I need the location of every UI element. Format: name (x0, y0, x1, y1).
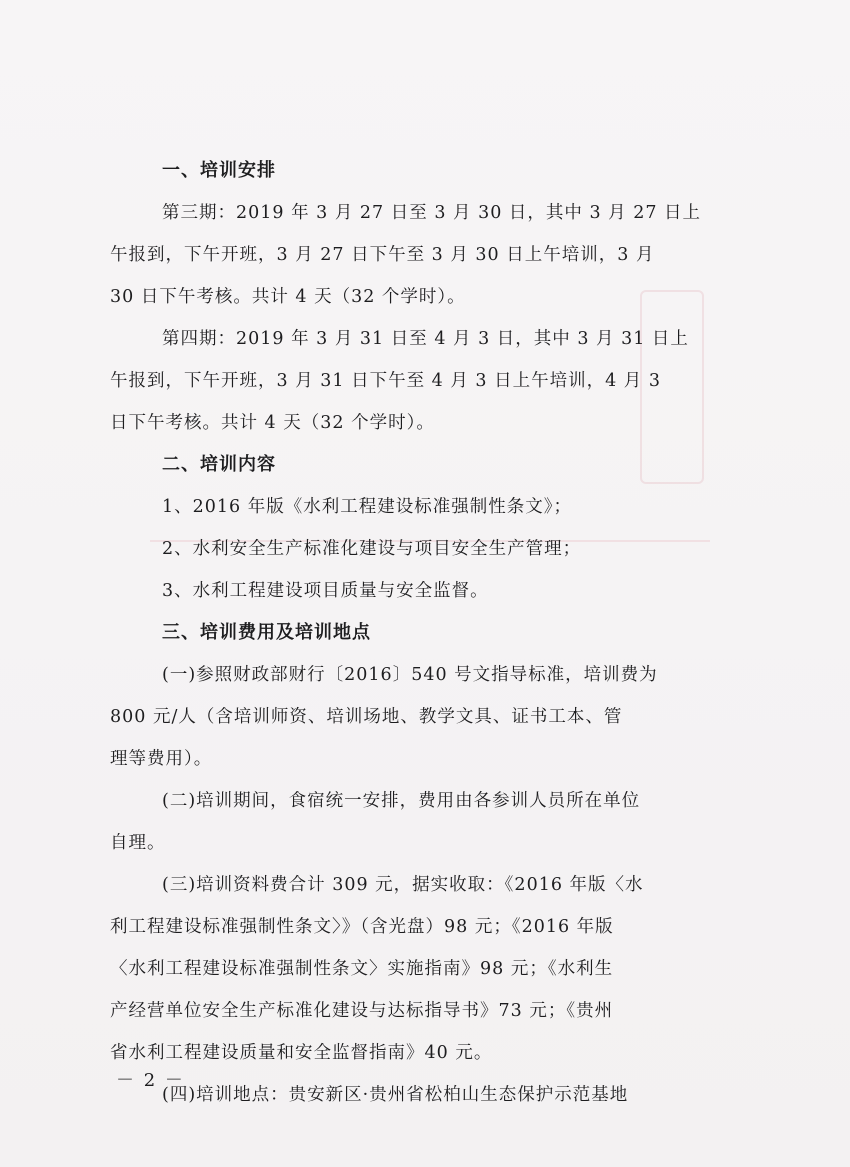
text-line: (一)参照财政部财行〔2016〕540 号文指导标准，培训费为 (162, 665, 658, 685)
list-item: 2、水利安全生产标准化建设与项目安全生产管理； (162, 539, 582, 559)
text-line: 第三期：2019 年 3 月 27 日至 3 月 30 日，其中 3 月 27 日上 (162, 203, 702, 223)
page-number: － 2 － (116, 1070, 185, 1091)
text-line: 30 日下午考核。共计 4 天（32 个学时）。 (110, 287, 466, 307)
text-line: 产经营单位安全生产标准化建设与达标指导书》73 元；《贵州 (110, 1001, 614, 1021)
text-line: 第四期：2019 年 3 月 31 日至 4 月 3 日，其中 3 月 31 日上 (162, 329, 689, 349)
section-heading-2: 二、培训内容 (162, 454, 276, 475)
text-line: 800 元/人（含培训师资、培训场地、教学文具、证书工本、管 (110, 707, 623, 727)
list-item: 3、水利工程建设项目质量与安全监督。 (162, 581, 489, 601)
text-line: 省水利工程建设质量和安全监督指南》40 元。 (110, 1043, 493, 1063)
document-body (110, 150, 730, 1116)
text-line: 〈水利工程建设标准强制性条文〉实施指南》98 元；《水利生 (110, 959, 614, 979)
paragraph-accommodation (110, 780, 730, 864)
text-line: (四)培训地点：贵安新区·贵州省松柏山生态保护示范基地 (162, 1085, 629, 1105)
text-line: 利工程建设标准强制性条文〉》（含光盘）98 元；《2016 年版 (110, 917, 614, 937)
text-line: 日下午考核。共计 4 天（32 个学时）。 (110, 413, 435, 433)
text-line: 自理。 (110, 833, 166, 853)
text-line: (三)培训资料费合计 309 元，据实收取：《2016 年版〈水 (162, 875, 644, 895)
text-line: 理等费用）。 (110, 749, 213, 769)
section-heading-1: 一、培训安排 (162, 160, 276, 181)
list-item: 1、2016 年版《水利工程建设标准强制性条文》； (162, 497, 572, 517)
paragraph-location (110, 1074, 730, 1116)
paragraph-phase-4 (110, 318, 730, 444)
text-line: 午报到，下午开班，3 月 27 日下午至 3 月 30 日上午培训，3 月 (110, 245, 655, 265)
section-heading-3: 三、培训费用及培训地点 (162, 622, 371, 643)
text-line: 午报到，下午开班，3 月 31 日下午至 4 月 3 日上午培训，4 月 3 (110, 371, 662, 391)
paragraph-fee-standard (110, 654, 730, 780)
paragraph-materials-fee (110, 864, 730, 1074)
text-line: (二)培训期间，食宿统一安排，费用由各参训人员所在单位 (162, 791, 641, 811)
paragraph-phase-3 (110, 192, 730, 318)
training-content-list (110, 486, 730, 612)
